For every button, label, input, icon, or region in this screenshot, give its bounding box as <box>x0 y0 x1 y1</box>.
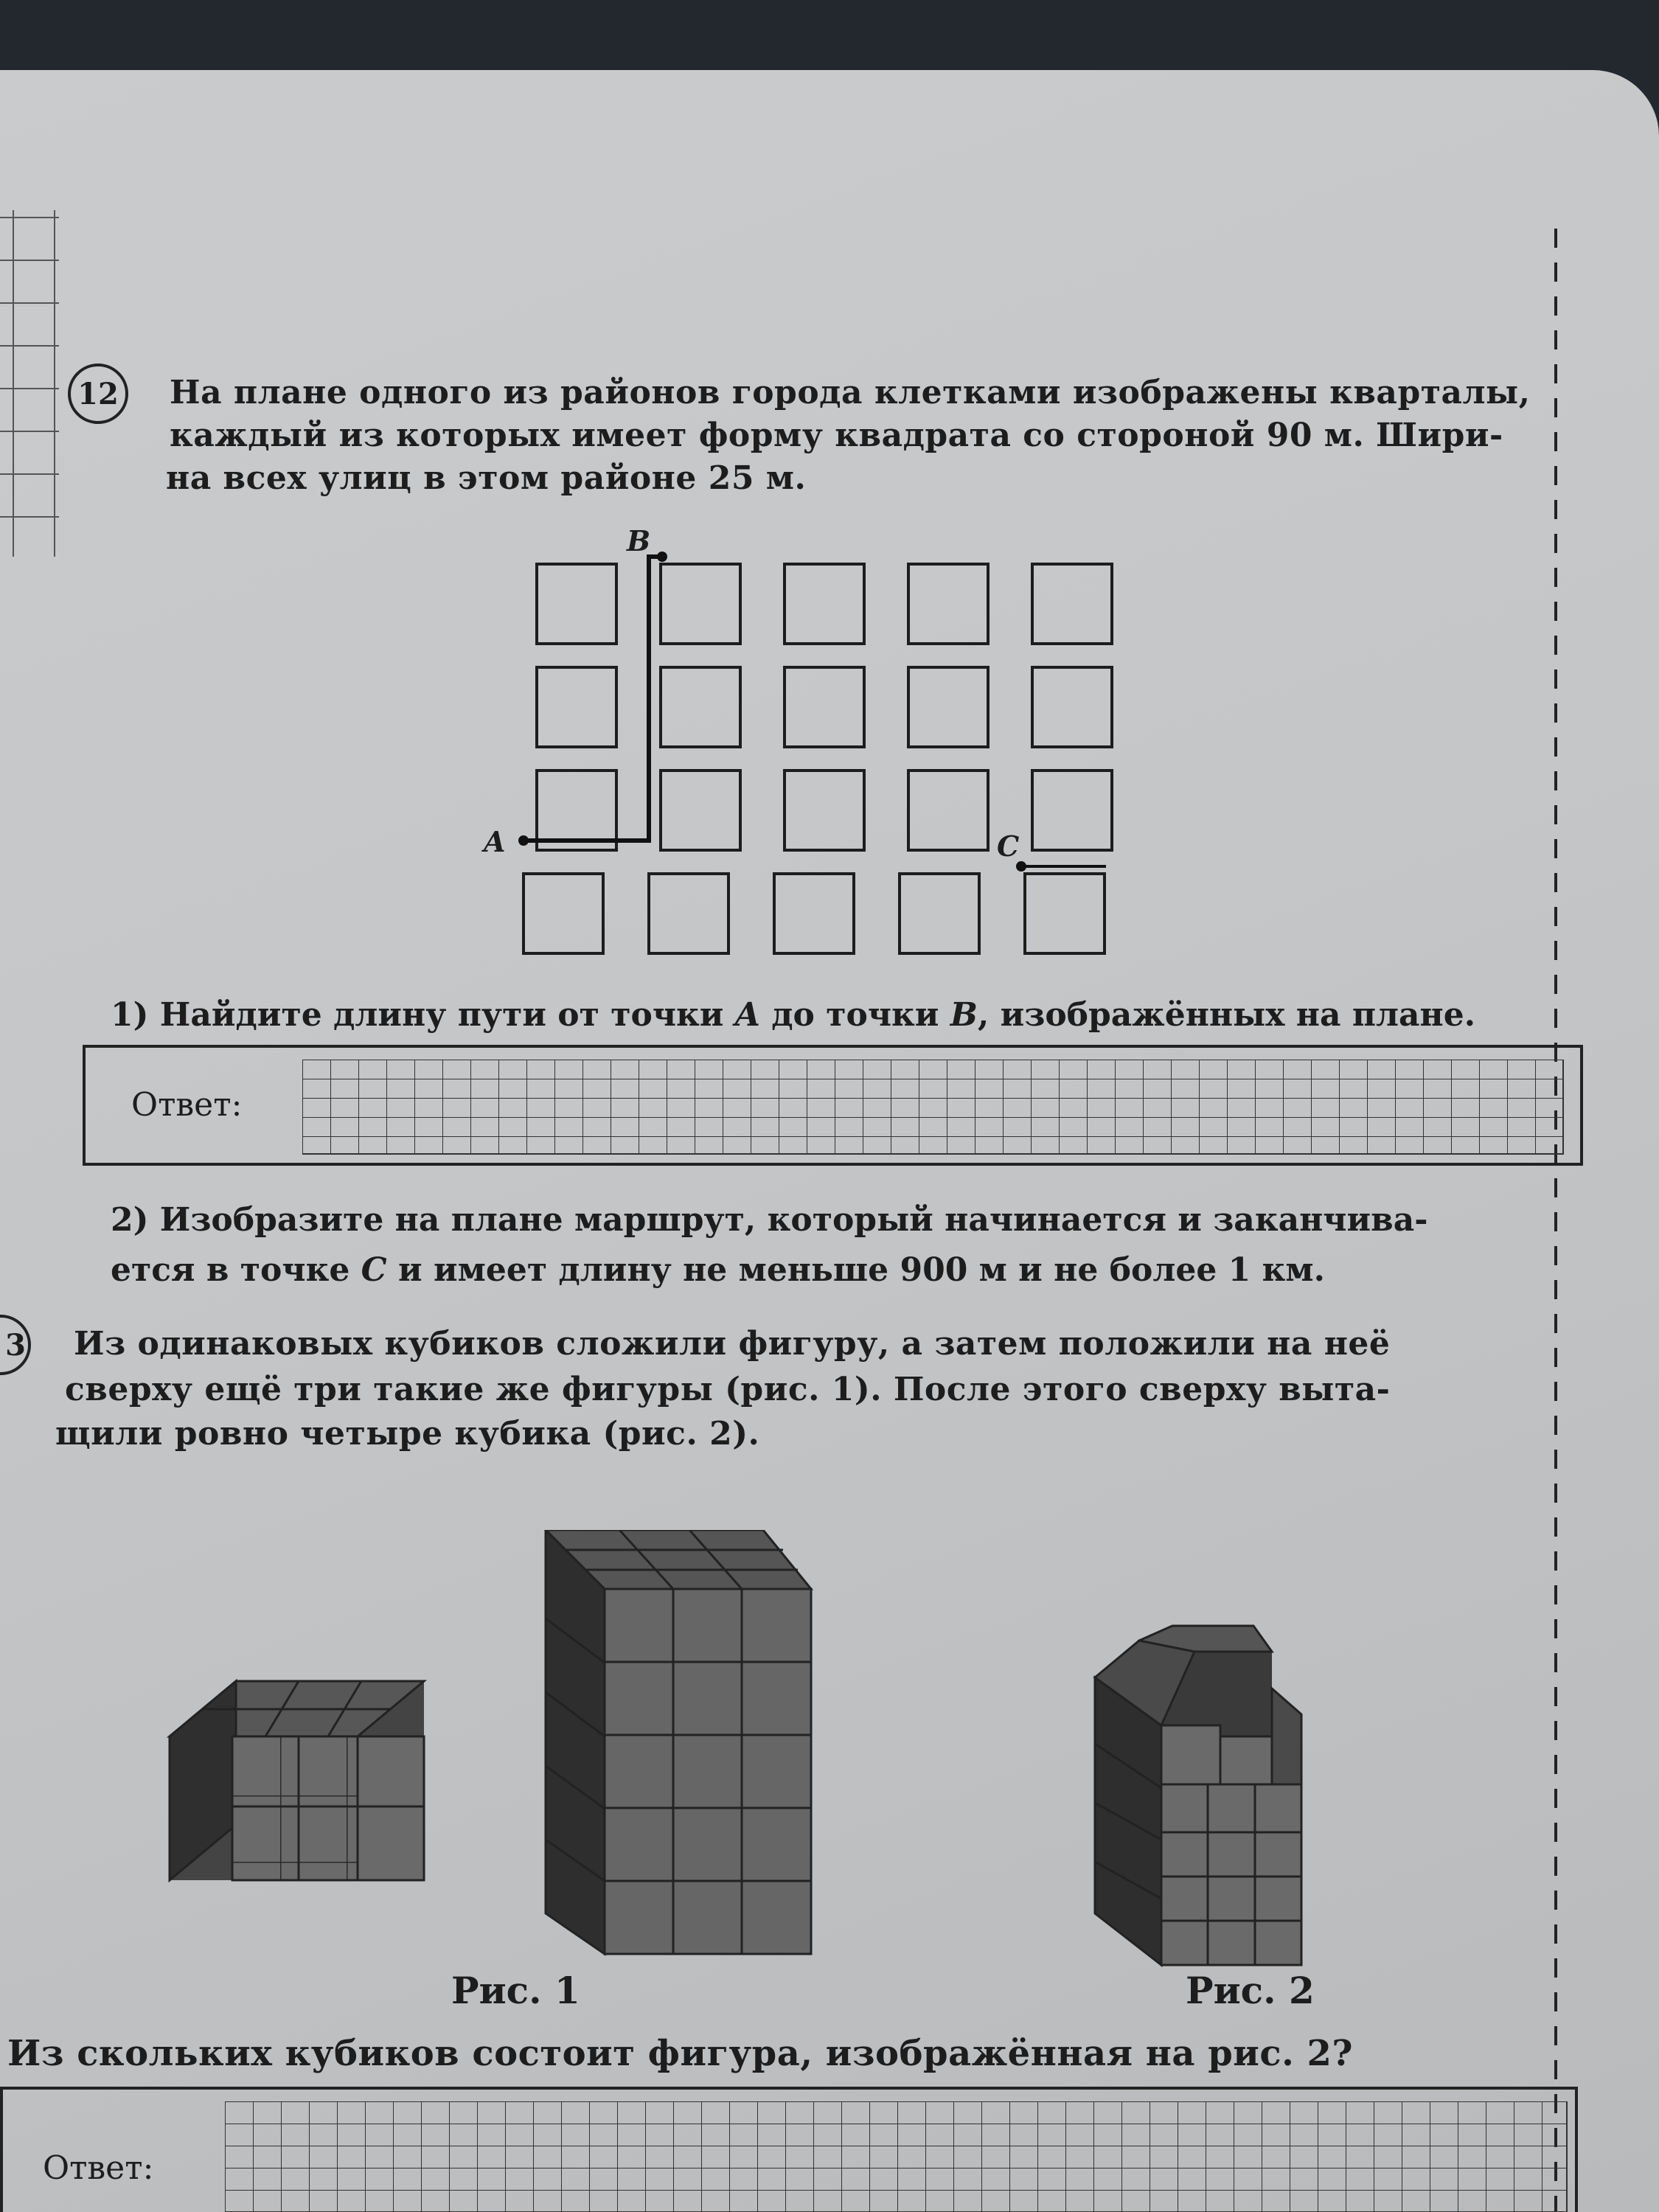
task-12-question-1: 1) Найдите длину пути от точки A до точки B, изображённых на плане. <box>111 996 1476 1034</box>
figure-1-cubes <box>147 1530 848 1987</box>
task-13-line-3: щили ровно четыре кубика (рис. 2). <box>55 1415 760 1453</box>
city-plan-diagram <box>457 527 1121 1058</box>
figure-2-cubes <box>1084 1618 1394 1972</box>
task-13-question: Из скольких кубиков состоит фигура, изображённая на рис. 2? <box>7 2033 1354 2074</box>
task-13-line-2: сверху ещё три такие же фигуры (рис. 1). После этого сверху выта- <box>65 1371 1391 1408</box>
task-12-number: 12 <box>68 364 128 424</box>
figure-1-caption: Рис. 1 <box>451 1969 580 2012</box>
task-12-question-2-line-2: ется в точке C и имеет длину не меньше 900 м и не более 1 км. <box>111 1251 1325 1289</box>
point-b-label: B <box>627 527 651 557</box>
figure-2-caption: Рис. 2 <box>1186 1969 1315 2012</box>
cut-line <box>1548 229 1563 2212</box>
answer-field-1[interactable] <box>302 1060 1578 1155</box>
point-a-label: A <box>484 825 506 858</box>
worksheet-page <box>0 70 1659 2212</box>
task-12-line-2: каждый из которых имеет форму квадрата со стороной 90 м. Шири- <box>170 417 1503 454</box>
margin-grid <box>0 210 59 557</box>
answer-label-1: Ответ: <box>131 1086 243 1124</box>
path-a-to-b <box>524 557 662 841</box>
task-12-line-3: на всех улиц в этом районе 25 м. <box>166 459 807 497</box>
task-12-line-1: На плане одного из районов города клетками изображены кварталы, <box>170 374 1531 411</box>
answer-label-2: Ответ: <box>43 2149 154 2187</box>
task-13-number: 3 <box>0 1315 31 1375</box>
task-12-question-2-line-1: 2) Изобразите на плане маршрут, который начинается и заканчива- <box>111 1201 1428 1239</box>
point-c-label: C <box>997 830 1020 863</box>
answer-field-2[interactable] <box>225 2101 1574 2212</box>
task-13-line-1: Из одинаковых кубиков сложили фигуру, а затем положили на неё <box>74 1325 1391 1363</box>
